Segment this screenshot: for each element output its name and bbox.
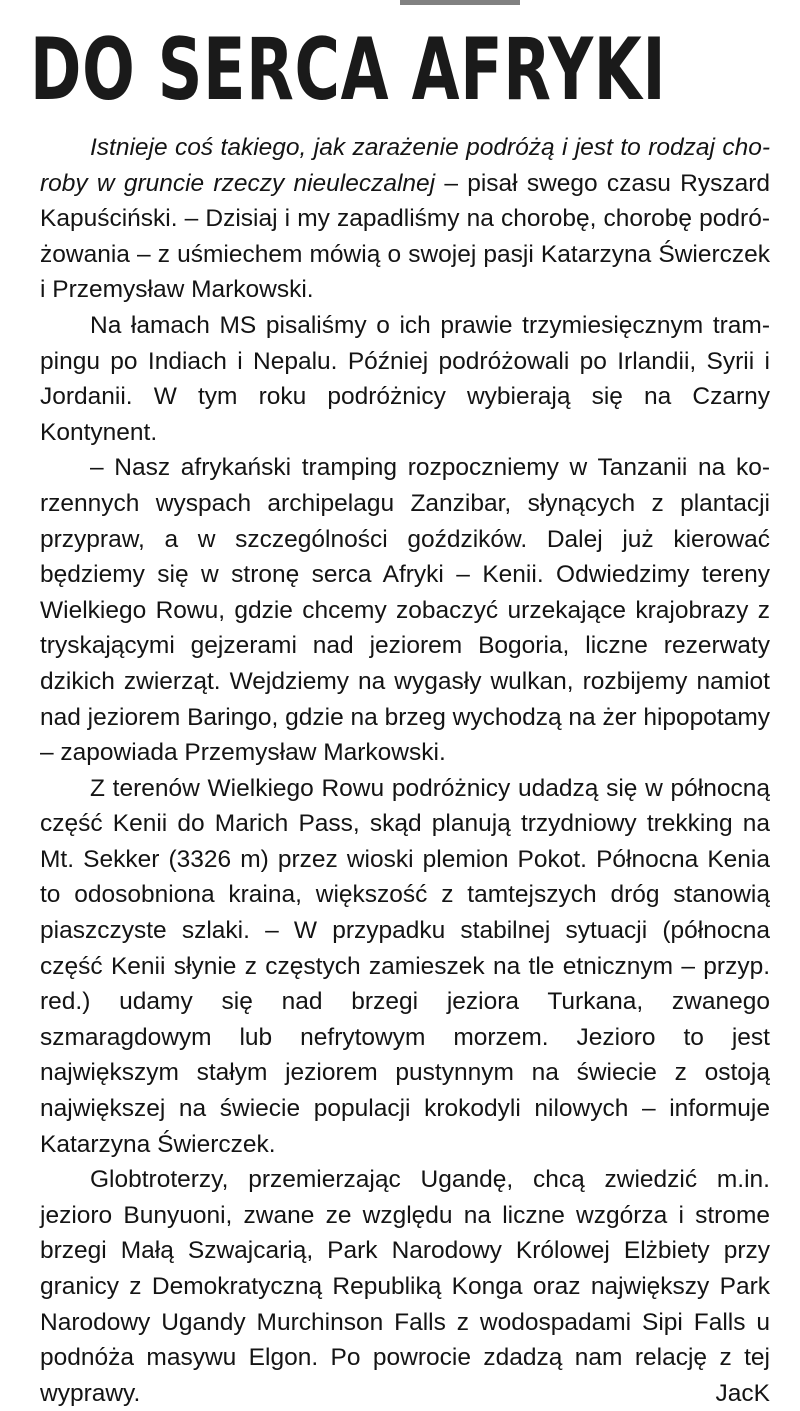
paragraph-5-text: Globtroterzy, przemierzając Ugandę, chcą zwiedzić m.in. jezioro Bunyuoni, zwane ze względu na liczne wzgórza i strome brzegi Małą Szwajcarią, Park Narodowy Królowej Elżbiety przy granicy z Demokratyczną Republiką Konga oraz największy Park Narodowy Ugandy Murchinson Falls z wodospadami Sipi Falls u podnóża masywu Elgon. Po powrocie zdadzą nam relację z tej wyprawy. [40,1166,770,1407]
paragraph-1 [40,130,770,308]
article-body [40,130,770,1411]
paragraph-5 [40,1162,770,1411]
paragraph-3: – Nasz afrykański tramping rozpoczniemy w Tanzanii na korzennych wyspach archipelagu Zanzibar, słynących z plantacji przypraw, a w szczególności goździków. Dalej już kierować będziemy się w stronę serca Afryki – Kenii. Odwiedzimy tereny Wielkiego Rowu, gdzie chcemy zobaczyć urzekające krajobrazy z tryskającymi gejzerami nad jeziorem Bogoria, liczne rezerwaty dzikich zwierząt. Wejdziemy na wygasły wulkan, rozbijemy namiot nad jeziorem Baringo, gdzie na brzeg wychodzą na żer hipopotamy – zapowiada Przemysław Markowski. [40,454,770,767]
author-signature: JacK [715,1379,770,1407]
paragraph-4: Z terenów Wielkiego Rowu podróżnicy udadzą się w północną część Kenii do Marich Pass, skąd planują trzydniowy trekking na Mt. Sekker (3326 m) przez wioski plemion Pokot. Północna Kenia to odosobniona kraina, większość z tamtejszych dróg stanowią piaszczyste szlaki. – W przypadku stabilnej sytuacji (północna część Kenii słynie z częstych zamieszek na tle etnicznym – przyp. red.) udamy się nad brzegi jeziora Turkana, zwanego szmaragdowym lub nefrytowym morzem. Jezioro to jest największym stałym jeziorem pustynnym na świecie z ostoją największej na świecie populacji krokodyli nilowych – informuje Katarzyna Świerczek. [40,774,770,1158]
headline: DO SERCA AFRYKI [30,20,667,120]
paragraph-1-text: – pisał swego czasu Ryszard Kapuściński. – Dzisiaj i my zapadliśmy na chorobę, chorobę podróżowania – z uśmiechem mówią o swojej pasji Katarzyna Świerczek i Przemysław Markowski. [40,169,770,304]
top-rule [400,0,520,5]
kapuscinski-quote: Istnieje coś takiego, jak zarażenie podróżą i jest to rodzaj choroby w gruncie rzeczy nieuleczalnej [40,134,770,197]
paragraph-2: Na łamach MS pisaliśmy o ich prawie trzymiesięcznym trampingu po Indiach i Nepalu. Później podróżowali po Irlandii, Syrii i Jordanii. W tym roku podróżnicy wybierają się na Czarny Kontynent. [40,311,770,446]
